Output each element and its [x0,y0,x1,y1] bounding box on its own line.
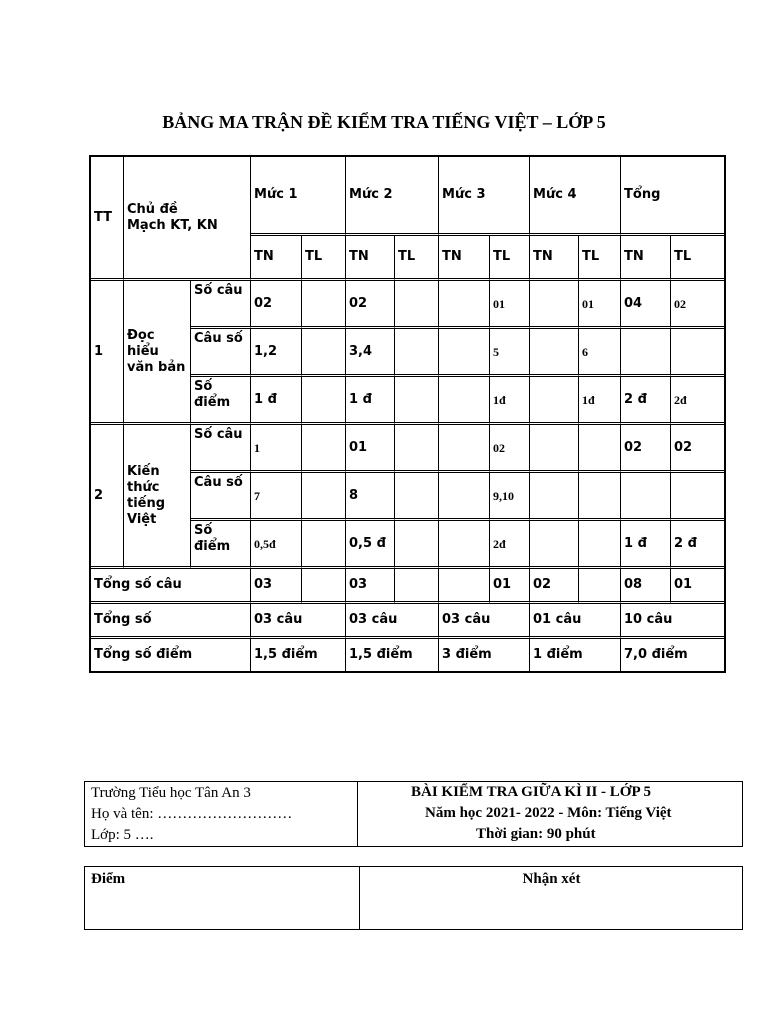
table-cell [302,425,346,473]
table-cell: 02 [671,281,724,329]
table-cell: 7,0 điểm [624,647,688,662]
table-cell: 02 [530,569,579,604]
header-tn: TN [346,236,395,281]
table-cell [439,329,490,377]
table-cell [395,329,439,377]
table-cell [530,329,579,377]
table-cell: 03 câu [439,604,530,639]
table-cell: 03 câu [251,604,346,639]
row-label: Tổng số câu [91,569,251,604]
group-name: Đọc hiểu văn bản [124,281,191,425]
header-level: Mức 1 [251,157,346,236]
student-info-box [84,781,743,847]
table-cell [579,569,621,604]
table-cell: 01 câu [530,604,621,639]
total-questions-row [91,569,724,604]
table-cell: 01 [490,281,530,329]
table-cell: 3 điểm [439,639,530,671]
page-title: BẢNG MA TRẬN ĐỀ KIỂM TRA TIẾNG VIỆT – LỚP 5 [162,112,606,132]
table-cell: 1,2 [251,329,302,377]
table-row [91,425,724,473]
table-cell: 0,5 đ [346,521,395,569]
header-level: Tổng [621,157,724,236]
table-cell: 01 [671,569,724,604]
table-row [91,281,724,329]
table-cell [302,473,346,521]
table-cell: 1,5 điểm [346,639,439,671]
table-cell [671,473,724,521]
table-cell: 5 [490,329,530,377]
table-cell: 1 đ [621,521,671,569]
table-cell: 0,5đ [251,521,302,569]
header-tl: TL [395,236,439,281]
table-cell [302,521,346,569]
table-cell [579,521,621,569]
score-label: Điểm [91,871,126,887]
row-label: Câu số [191,329,251,377]
table-cell [439,425,490,473]
table-cell [530,521,579,569]
table-cell: 2 đ [671,521,724,569]
header-level: Mức 2 [346,157,439,236]
table-cell [439,473,490,521]
table-cell: 2đ [671,377,724,425]
table-cell: 1 đ [346,377,395,425]
total-points-row [91,639,724,671]
row-label: Câu số [191,473,251,521]
row-label: Số điểm [191,377,251,425]
table-cell: 02 [346,281,395,329]
table-cell [530,473,579,521]
table-cell: 08 [621,569,671,604]
table-cell: 02 [621,425,671,473]
table-cell [579,473,621,521]
header-tn: TN [251,236,302,281]
header-row [91,157,724,236]
exam-title: BÀI KIỂM TRA GIỮA KÌ II - LỚP 5 [411,784,652,800]
table-cell: 6 [579,329,621,377]
table-cell: 1 điểm [530,639,621,671]
table-cell [621,329,671,377]
row-label: Tổng số điểm [91,639,251,671]
student-name-line: Họ và tên: ……………………… [91,806,293,822]
table-cell [579,425,621,473]
table-cell [621,473,671,521]
table-cell: 7 [251,473,302,521]
row-label: Số câu [191,425,251,473]
total-row [91,604,724,639]
table-cell [395,377,439,425]
table-cell: 3,4 [346,329,395,377]
header-tl: TL [579,236,621,281]
table-cell: 01 [490,569,530,604]
header-tl: TL [302,236,346,281]
exam-time: Thời gian: 90 phút [476,826,596,842]
table-cell [530,425,579,473]
group-number: 1 [91,281,124,425]
group-number: 2 [91,425,124,569]
table-cell: 02 [251,281,302,329]
table-cell: 10 câu [621,604,724,639]
score-cell [85,867,360,929]
table-cell [395,425,439,473]
school-name: Trường Tiểu học Tân An 3 [91,785,251,801]
table-cell [302,329,346,377]
table-cell [439,377,490,425]
exam-year-subject: Năm học 2021- 2022 - Môn: Tiếng Việt [425,805,672,821]
table-cell: 1 [251,425,302,473]
table-cell: 2 đ [621,377,671,425]
header-tt: TT [91,157,124,281]
table-cell: 8 [346,473,395,521]
table-cell: 1,5 điểm [251,639,346,671]
table-cell [671,329,724,377]
comment-label: Nhận xét [522,871,581,887]
table-cell: 1đ [579,377,621,425]
table-cell: 2đ [490,521,530,569]
header-tn: TN [530,236,579,281]
grade-box [84,866,743,930]
table-cell: 01 [346,425,395,473]
table-cell [439,569,490,604]
table-cell [395,569,439,604]
header-level: Mức 4 [530,157,621,236]
table-cell [302,281,346,329]
table-cell [302,377,346,425]
table-cell [439,521,490,569]
header-topic: Chủ đề Mạch KT, KN [124,157,251,281]
row-label: Số câu [191,281,251,329]
table-cell: 03 [251,569,302,604]
table-cell: 04 [621,281,671,329]
table-cell [530,377,579,425]
group-name: Kiến thức tiếng Việt [124,425,191,569]
table-cell [302,569,346,604]
table-cell: 02 [490,425,530,473]
table-cell: 03 câu [346,604,439,639]
comment-cell [361,867,742,929]
table-cell: 1 đ [251,377,302,425]
table-cell: 02 [671,425,724,473]
header-tn: TN [621,236,671,281]
table-cell [439,281,490,329]
table-cell: 01 [579,281,621,329]
table-cell: 1đ [490,377,530,425]
row-label: Tổng số [91,604,251,639]
table-cell [395,281,439,329]
test-matrix-table [89,155,726,673]
table-cell: 03 [346,569,395,604]
table-cell [395,473,439,521]
student-info-left [85,782,358,846]
row-label: Số điểm [191,521,251,569]
class-line: Lớp: 5 …. [91,827,154,843]
header-tl: TL [490,236,530,281]
table-cell [395,521,439,569]
header-tn: TN [439,236,490,281]
header-level: Mức 3 [439,157,530,236]
exam-header [359,782,742,846]
table-cell [530,281,579,329]
table-cell: 9,10 [490,473,530,521]
header-tl: TL [671,236,724,281]
